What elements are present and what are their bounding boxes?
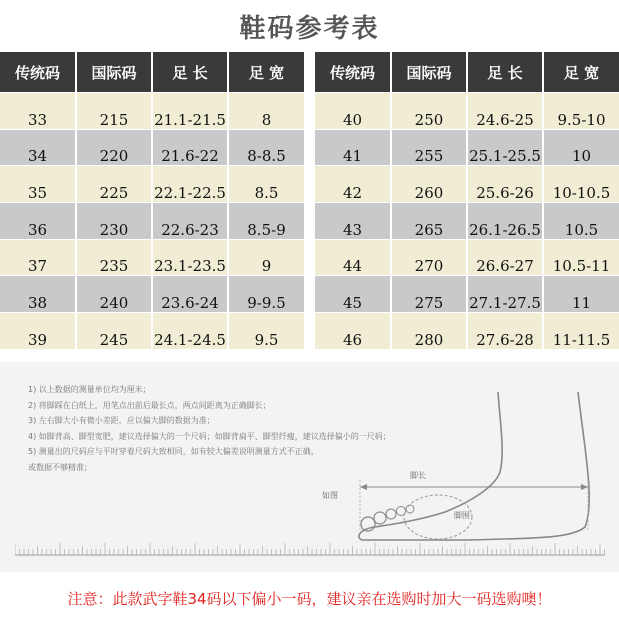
header-foot-width: 足 宽 — [543, 52, 619, 93]
cell-foot-length: 25.6-26 — [467, 166, 543, 203]
cell-foot-width: 9.5 — [228, 313, 304, 349]
header-traditional-size: 传统码 — [0, 52, 76, 93]
table-row — [315, 166, 619, 203]
table-row — [315, 129, 619, 166]
table-row — [0, 93, 304, 130]
cell-foot-length: 24.6-25 — [467, 93, 543, 130]
cell-foot-length: 24.1-24.5 — [152, 313, 228, 349]
cell-traditional-size: 45 — [315, 276, 391, 313]
table-row — [315, 276, 619, 313]
cell-foot-width: 11-11.5 — [543, 313, 619, 349]
table-row — [0, 239, 304, 276]
cell-foot-width: 10 — [543, 129, 619, 166]
cell-foot-width: 8 — [228, 93, 304, 130]
cell-international-size: 225 — [76, 166, 152, 203]
cell-foot-length: 25.1-25.5 — [467, 129, 543, 166]
header-foot-length: 足 长 — [152, 52, 228, 93]
cell-international-size: 275 — [391, 276, 467, 313]
cell-foot-width: 9-9.5 — [228, 276, 304, 313]
cell-international-size: 250 — [391, 93, 467, 130]
cell-international-size: 215 — [76, 93, 152, 130]
note-line: 5) 测量出的尺码应与平时穿着尺码大致相同，如有较大偏差说明测量方式不正确， — [28, 447, 319, 456]
cell-foot-length: 27.6-28 — [467, 313, 543, 349]
cell-international-size: 265 — [391, 203, 467, 240]
cell-foot-width: 8-8.5 — [228, 129, 304, 166]
cell-traditional-size: 33 — [0, 93, 76, 130]
table-row — [0, 276, 304, 313]
table-row — [315, 93, 619, 130]
measuring-ruler — [15, 542, 605, 556]
table-row — [0, 129, 304, 166]
cell-foot-width: 8.5 — [228, 166, 304, 203]
toe-5 — [406, 505, 414, 513]
table-row — [315, 239, 619, 276]
cell-foot-width: 8.5-9 — [228, 203, 304, 240]
cell-international-size: 255 — [391, 129, 467, 166]
cell-foot-length: 23.1-23.5 — [152, 239, 228, 276]
cell-foot-length: 21.6-22 — [152, 129, 228, 166]
table-row — [0, 166, 304, 203]
note-line: 2) 将脚踩在白纸上，用笔点出前后最长点，两点间距离为正确脚长； — [28, 400, 271, 410]
header-international-size: 国际码 — [391, 52, 467, 93]
cell-traditional-size: 40 — [315, 93, 391, 130]
note-line: 4) 如脚背高、脚型宽肥，建议选择偏大的一个尺码；如脚背扁平、脚型纤瘦，建议选择偏小的一尺码； — [28, 431, 391, 441]
cell-traditional-size: 36 — [0, 203, 76, 240]
cell-traditional-size: 35 — [0, 166, 76, 203]
cell-foot-width: 9.5-10 — [543, 93, 619, 130]
header-international-size: 国际码 — [76, 52, 152, 93]
note-line: 3) 左右脚大小有微小差距，应以偏大脚的数据为准； — [28, 416, 215, 425]
cell-international-size: 240 — [76, 276, 152, 313]
size-notice: 注意：此款武字鞋34码以下偏小一码，建议亲在选购时加大一码选购噢！ — [67, 590, 552, 608]
table-header-row — [315, 52, 619, 93]
cell-foot-width: 10.5 — [543, 203, 619, 240]
cell-traditional-size: 43 — [315, 203, 391, 240]
as-shown-label: 如图 — [322, 491, 338, 500]
measurement-diagram — [0, 362, 619, 572]
cell-traditional-size: 38 — [0, 276, 76, 313]
cell-foot-width: 11 — [543, 276, 619, 313]
cell-traditional-size: 46 — [315, 313, 391, 349]
cell-foot-length: 27.1-27.5 — [467, 276, 543, 313]
table-row — [315, 313, 619, 349]
header-traditional-size: 传统码 — [315, 52, 391, 93]
cell-traditional-size: 39 — [0, 313, 76, 349]
note-line: 1) 以上数据的测量单位均为厘米； — [28, 385, 151, 394]
cell-traditional-size: 34 — [0, 129, 76, 166]
length-arrow-right-head — [581, 484, 588, 490]
cell-international-size: 220 — [76, 129, 152, 166]
cell-foot-width: 10-10.5 — [543, 166, 619, 203]
table-row — [0, 313, 304, 349]
table-row — [0, 203, 304, 240]
size-table-right — [315, 52, 619, 349]
cell-foot-length: 23.6-24 — [152, 276, 228, 313]
size-table-left — [0, 52, 304, 349]
cell-international-size: 270 — [391, 239, 467, 276]
page-title: 鞋码参考表 — [239, 14, 380, 44]
cell-foot-length: 22.6-23 — [152, 203, 228, 240]
header-foot-width: 足 宽 — [228, 52, 304, 93]
cell-international-size: 245 — [76, 313, 152, 349]
cell-foot-length: 22.1-22.5 — [152, 166, 228, 203]
toe-3 — [386, 509, 396, 519]
cell-traditional-size: 44 — [315, 239, 391, 276]
cell-foot-width: 9 — [228, 239, 304, 276]
cell-traditional-size: 37 — [0, 239, 76, 276]
cell-traditional-size: 42 — [315, 166, 391, 203]
cell-traditional-size: 41 — [315, 129, 391, 166]
cell-foot-length: 26.1-26.5 — [467, 203, 543, 240]
cell-international-size: 260 — [391, 166, 467, 203]
note-line: 或数据不够精准； — [28, 462, 92, 472]
length-arrow-left-head — [360, 484, 367, 490]
foot-girth-label: 脚围 — [454, 511, 470, 520]
foot-illustration — [0, 362, 619, 572]
cell-international-size: 230 — [76, 203, 152, 240]
table-row — [315, 203, 619, 240]
cell-foot-length: 26.6-27 — [467, 239, 543, 276]
cell-international-size: 235 — [76, 239, 152, 276]
cell-foot-length: 21.1-21.5 — [152, 93, 228, 130]
cell-international-size: 280 — [391, 313, 467, 349]
table-header-row — [0, 52, 304, 93]
cell-foot-width: 10.5-11 — [543, 239, 619, 276]
foot-length-label: 脚长 — [410, 471, 426, 480]
header-foot-length: 足 长 — [467, 52, 543, 93]
toe-2 — [374, 512, 386, 524]
